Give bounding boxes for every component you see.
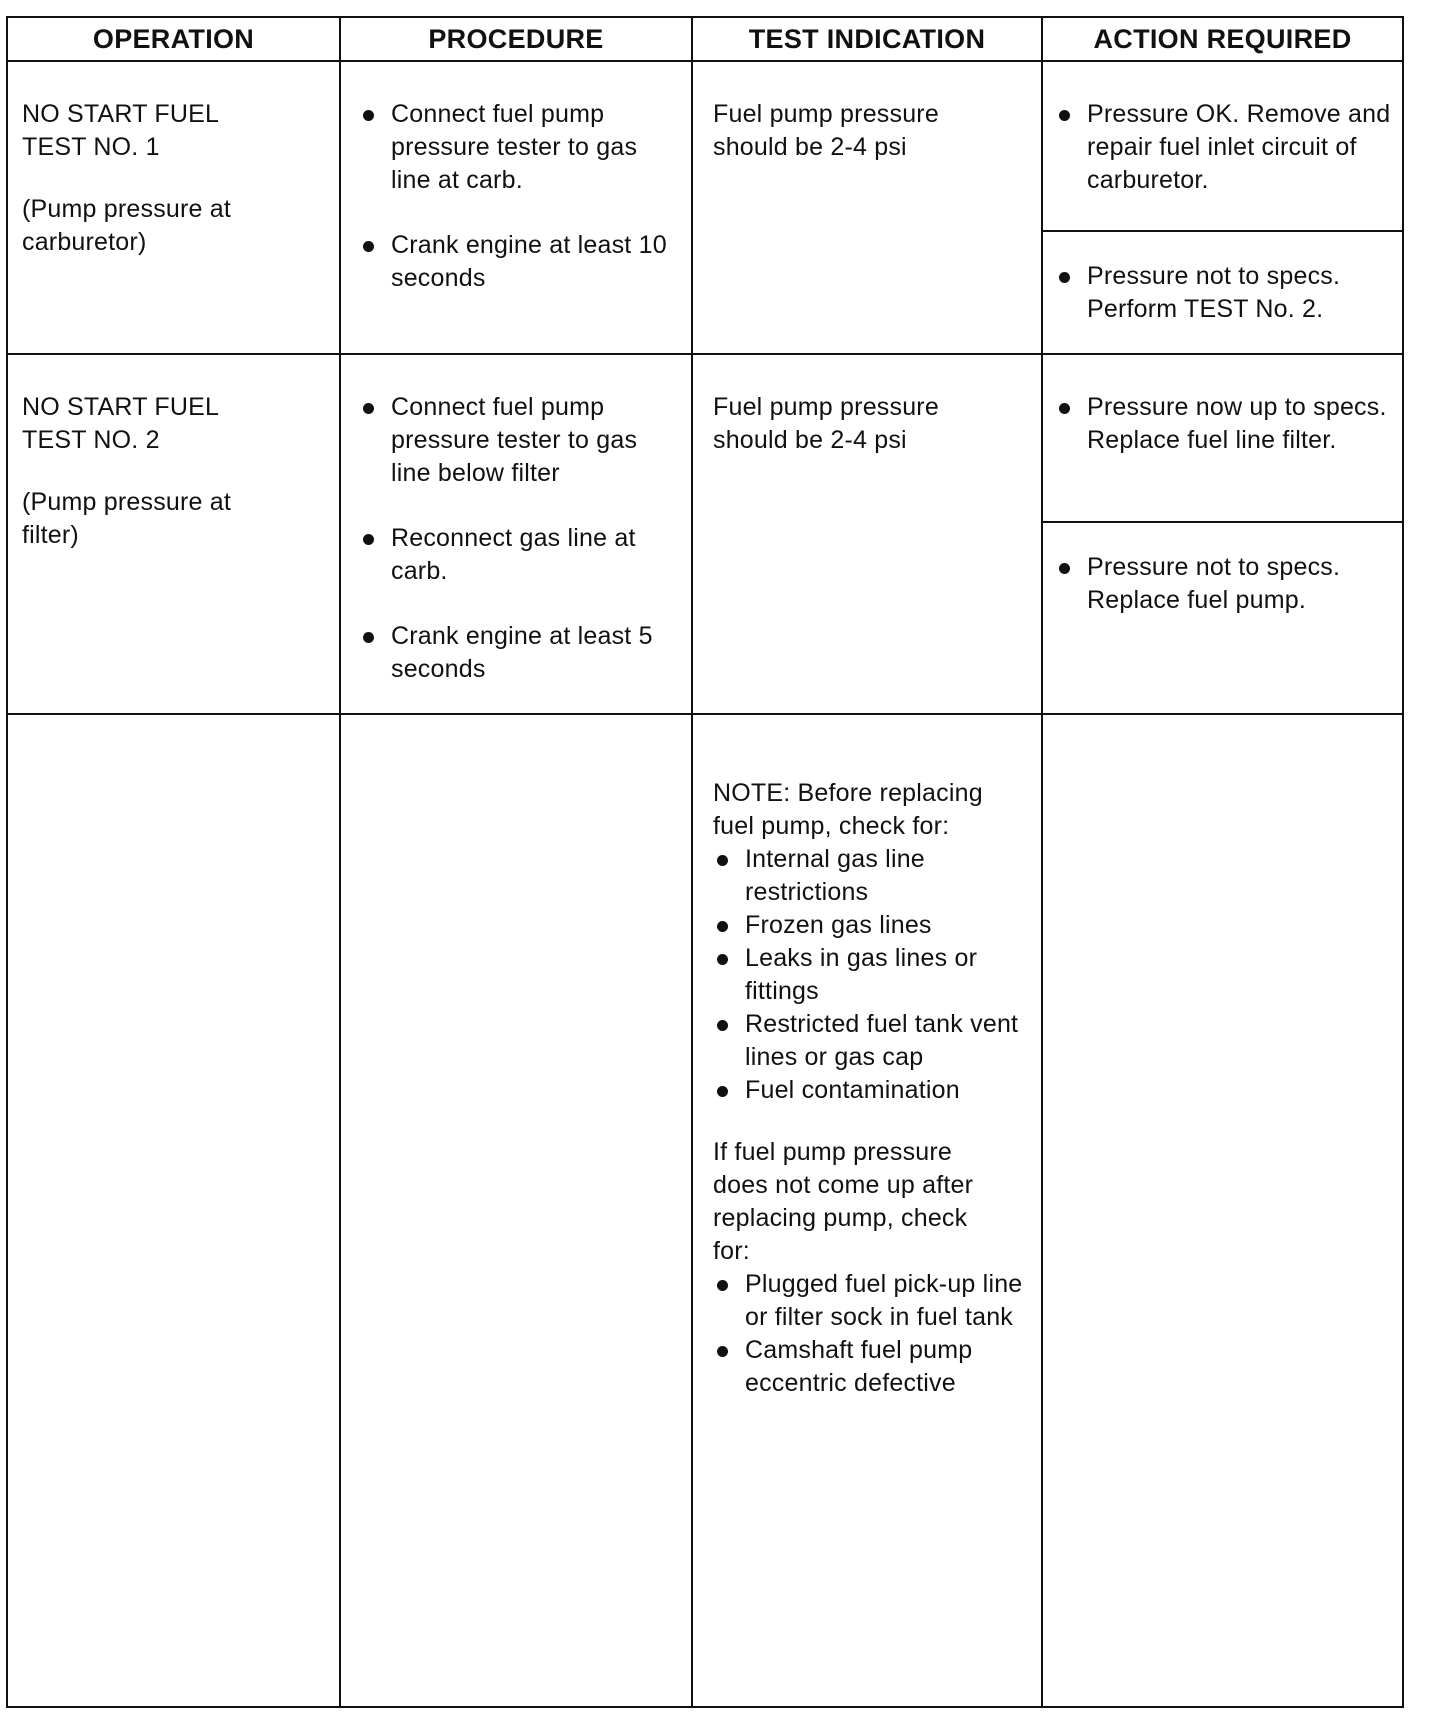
list-item bbox=[713, 1008, 1035, 1074]
note-followup-list bbox=[713, 1268, 1035, 1400]
bullet-icon bbox=[717, 954, 728, 965]
action-cell bbox=[1042, 61, 1403, 354]
operation-cell bbox=[7, 61, 340, 354]
procedure-step: Crank engine at least 5 seconds bbox=[391, 622, 653, 683]
bullet-icon bbox=[717, 1280, 728, 1291]
bullet-icon bbox=[363, 110, 374, 121]
list-item bbox=[713, 843, 1035, 909]
list-item bbox=[1055, 260, 1394, 326]
procedure-list bbox=[359, 391, 681, 686]
action-block bbox=[1043, 232, 1402, 353]
note-check: Frozen gas lines bbox=[745, 911, 932, 939]
test-indication-text: Fuel pump pressure should be 2-4 psi bbox=[713, 100, 939, 161]
list-item bbox=[1055, 551, 1394, 617]
action-cell bbox=[1042, 354, 1403, 714]
bullet-icon bbox=[1059, 110, 1070, 121]
operation-title: NO START FUEL TEST NO. 2 bbox=[22, 393, 220, 454]
bullet-icon bbox=[1059, 403, 1070, 414]
procedure-step: Connect fuel pump pressure tester to gas line below filter bbox=[391, 393, 638, 487]
bullet-icon bbox=[363, 534, 374, 545]
list-item bbox=[359, 98, 681, 197]
list-item bbox=[1055, 391, 1394, 457]
action-block bbox=[1043, 355, 1402, 523]
bullet-icon bbox=[717, 1020, 728, 1031]
fuel-test-table bbox=[6, 16, 1404, 1708]
note-followup-check: Plugged fuel pick-up line or filter sock in fuel tank bbox=[745, 1270, 1023, 1331]
header-action-required: ACTION REQUIRED bbox=[1042, 17, 1403, 61]
list-item bbox=[713, 1074, 1035, 1107]
procedure-step: Connect fuel pump pressure tester to gas line at carb. bbox=[391, 100, 638, 194]
bullet-icon bbox=[363, 403, 374, 414]
header-test-indication: TEST INDICATION bbox=[692, 17, 1042, 61]
test-indication-cell bbox=[692, 354, 1042, 714]
list-item bbox=[359, 391, 681, 490]
list-item bbox=[359, 522, 681, 588]
list-item bbox=[1055, 98, 1394, 197]
list-item bbox=[359, 229, 681, 295]
note-intro: NOTE: Before replacing fuel pump, check for: bbox=[713, 779, 983, 840]
note-checks-list bbox=[713, 843, 1035, 1107]
action-text: Pressure not to specs. Perform TEST No. 2. bbox=[1087, 262, 1341, 323]
bullet-icon bbox=[1059, 563, 1070, 574]
note-check: Restricted fuel tank vent lines or gas cap bbox=[745, 1010, 1019, 1071]
bullet-icon bbox=[717, 1346, 728, 1357]
list-item bbox=[359, 620, 681, 686]
procedure-cell bbox=[340, 354, 692, 714]
operation-title: NO START FUEL TEST NO. 1 bbox=[22, 100, 220, 161]
note-check: Fuel contamination bbox=[745, 1076, 960, 1104]
bullet-icon bbox=[717, 1086, 728, 1097]
bullet-icon bbox=[363, 632, 374, 643]
procedure-cell bbox=[340, 61, 692, 354]
bullet-icon bbox=[717, 921, 728, 932]
action-cell-empty bbox=[1042, 714, 1403, 1707]
bullet-icon bbox=[1059, 272, 1070, 283]
procedure-cell-empty bbox=[340, 714, 692, 1707]
note-followup-check: Camshaft fuel pump eccentric defective bbox=[745, 1336, 973, 1397]
procedure-list bbox=[359, 98, 681, 295]
header-procedure: PROCEDURE bbox=[340, 17, 692, 61]
action-block bbox=[1043, 523, 1402, 713]
note-check: Leaks in gas lines or fittings bbox=[745, 944, 978, 1005]
header-operation: OPERATION bbox=[7, 17, 340, 61]
table-row bbox=[7, 714, 1403, 1707]
diagnostic-page bbox=[6, 16, 1402, 1706]
header-row bbox=[7, 17, 1403, 61]
bullet-icon bbox=[717, 855, 728, 866]
operation-subtitle: (Pump pressure at carburetor) bbox=[22, 195, 232, 256]
action-text: Pressure not to specs. Replace fuel pump. bbox=[1087, 553, 1341, 614]
list-item bbox=[713, 1334, 1035, 1400]
operation-subtitle: (Pump pressure at filter) bbox=[22, 488, 232, 549]
table-row bbox=[7, 354, 1403, 714]
list-item bbox=[713, 1268, 1035, 1334]
list-item bbox=[713, 909, 1035, 942]
procedure-step: Crank engine at least 10 seconds bbox=[391, 231, 667, 292]
action-text: Pressure now up to specs. Replace fuel line filter. bbox=[1087, 393, 1387, 454]
bullet-icon bbox=[363, 241, 374, 252]
operation-cell bbox=[7, 354, 340, 714]
action-block bbox=[1043, 62, 1402, 232]
note-check: Internal gas line restrictions bbox=[745, 845, 925, 906]
procedure-step: Reconnect gas line at carb. bbox=[391, 524, 636, 585]
operation-cell-empty bbox=[7, 714, 340, 1707]
list-item bbox=[713, 942, 1035, 1008]
test-indication-text: Fuel pump pressure should be 2-4 psi bbox=[713, 393, 939, 454]
test-indication-cell bbox=[692, 61, 1042, 354]
note-cell bbox=[692, 714, 1042, 1707]
table-row bbox=[7, 61, 1403, 354]
action-text: Pressure OK. Remove and repair fuel inlet circuit of carburetor. bbox=[1087, 100, 1391, 194]
note-followup: If fuel pump pressure does not come up after replacing pump, check for: bbox=[713, 1138, 974, 1265]
